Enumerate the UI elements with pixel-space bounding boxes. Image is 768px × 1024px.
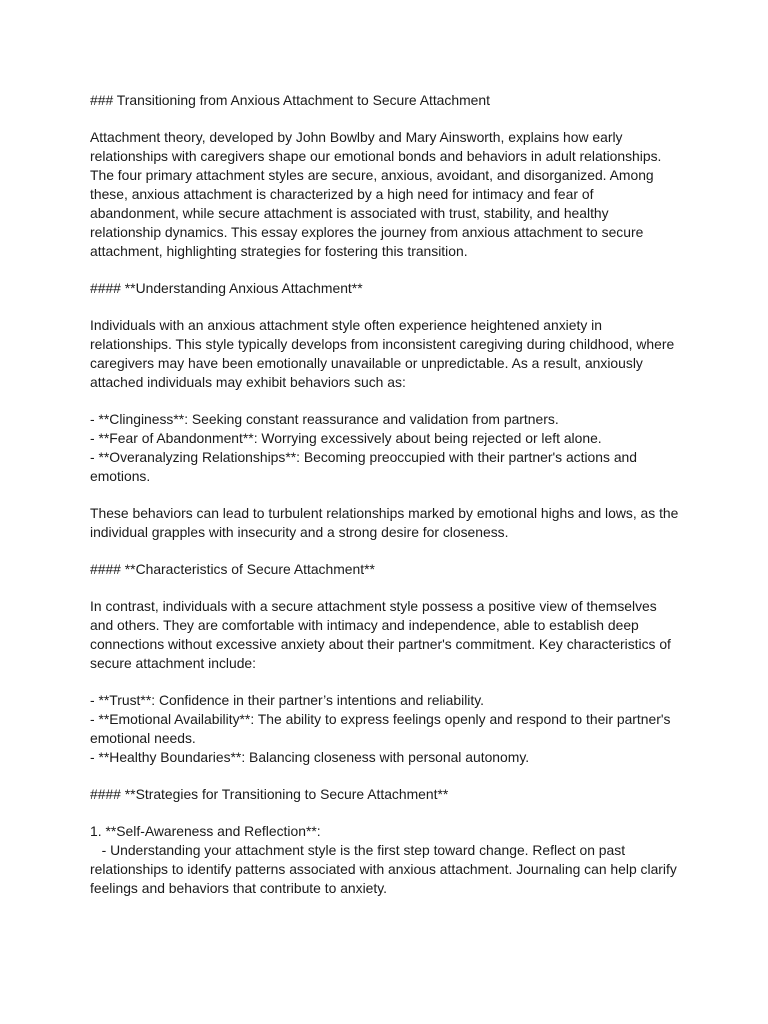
text-line: The four primary attachment styles are secure, anxious, avoidant, and disorganized. Among: [90, 167, 654, 183]
text-line: Individuals with an anxious attachment style often experience heightened anxiety in: [90, 317, 602, 333]
text-line: attached individuals may exhibit behaviors such as:: [90, 374, 406, 390]
list-item: feelings and behaviors that contribute to anxiety.: [90, 880, 388, 896]
anxious-summary-paragraph: [90, 504, 690, 542]
list-item: - Understanding your attachment style is the first step toward change. Reflect on past: [90, 842, 626, 858]
list-item: emotions.: [90, 468, 151, 484]
secure-paragraph: [90, 597, 690, 673]
text-line: In contrast, individuals with a secure attachment style possess a positive view of themselves: [90, 598, 657, 614]
list-item: relationships to identify patterns associated with anxious attachment. Journaling can help clarify: [90, 861, 677, 877]
text-line: These behaviors can lead to turbulent relationships marked by emotional highs and lows, as the: [90, 505, 679, 521]
section-heading-secure: #### **Characteristics of Secure Attachment**: [90, 561, 375, 577]
secure-bullet-list: [90, 691, 690, 767]
section-heading-strategies: #### **Strategies for Transitioning to Secure Attachment**: [90, 786, 449, 802]
document-heading: ### Transitioning from Anxious Attachment to Secure Attachment: [90, 92, 490, 108]
text-line: abandonment, while secure attachment is associated with trust, stability, and healthy: [90, 205, 609, 221]
list-item: - **Clinginess**: Seeking constant reassurance and validation from partners.: [90, 411, 559, 427]
text-line: connections without excessive anxiety about their partner's commitment. Key characteristics of: [90, 636, 671, 652]
list-item: - **Healthy Boundaries**: Balancing closeness with personal autonomy.: [90, 749, 530, 765]
list-item: emotional needs.: [90, 730, 196, 746]
list-item: 1. **Self-Awareness and Reflection**:: [90, 823, 321, 839]
text-line: these, anxious attachment is characterized by a high need for intimacy and fear of: [90, 186, 594, 202]
list-item: - **Overanalyzing Relationships**: Becoming preoccupied with their partner's actions and: [90, 449, 637, 465]
list-item: - **Fear of Abandonment**: Worrying excessively about being rejected or left alone.: [90, 430, 602, 446]
text-line: individual grapples with insecurity and a strong desire for closeness.: [90, 524, 509, 540]
text-line: attachment, highlighting strategies for fostering this transition.: [90, 243, 468, 259]
text-line: secure attachment include:: [90, 655, 257, 671]
text-line: and others. They are comfortable with intimacy and independence, able to establish deep: [90, 617, 639, 633]
list-item: - **Emotional Availability**: The ability to express feelings openly and respond to their partner's: [90, 711, 671, 727]
section-heading-anxious: #### **Understanding Anxious Attachment**: [90, 280, 363, 296]
text-line: Attachment theory, developed by John Bowlby and Mary Ainsworth, explains how early: [90, 129, 623, 145]
document-page: [90, 91, 690, 898]
list-item: - **Trust**: Confidence in their partner’s intentions and reliability.: [90, 692, 485, 708]
text-line: caregivers may have been emotionally unavailable or unpredictable. As a result, anxiously: [90, 355, 643, 371]
anxious-paragraph: [90, 316, 690, 392]
text-line: relationships. This style typically develops from inconsistent caregiving during childhood, where: [90, 336, 675, 352]
text-line: relationships with caregivers shape our emotional bonds and behaviors in adult relationships.: [90, 148, 662, 164]
anxious-bullet-list: [90, 410, 690, 486]
text-line: relationship dynamics. This essay explores the journey from anxious attachment to secure: [90, 224, 644, 240]
strategies-list: [90, 822, 690, 898]
intro-paragraph: [90, 128, 690, 261]
